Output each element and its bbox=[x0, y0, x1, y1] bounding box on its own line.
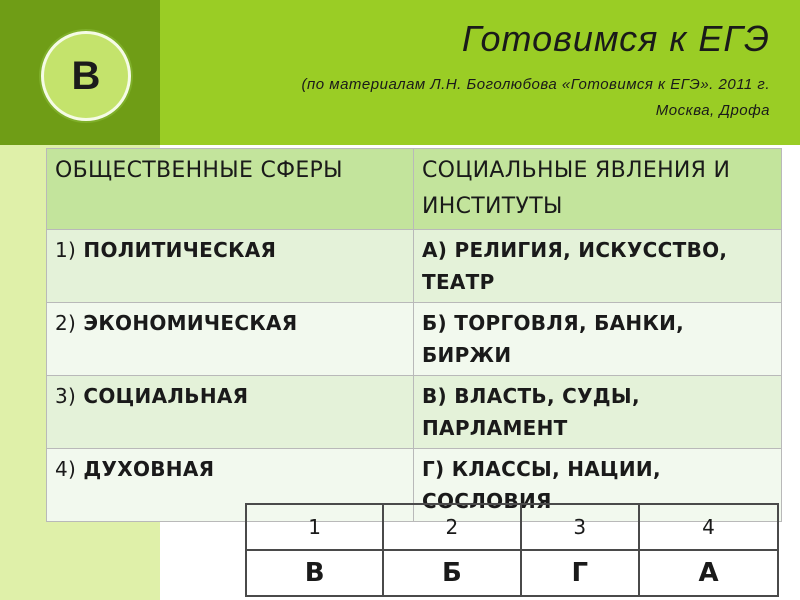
answer-table bbox=[245, 503, 779, 597]
header-cell-spheres: ОБЩЕСТВЕННЫЕ СФЕРЫ bbox=[47, 149, 414, 230]
phenomenon-cell: А) РЕЛИГИЯ, ИСКУССТВО, ТЕАТР bbox=[414, 230, 782, 303]
table-row bbox=[47, 376, 782, 449]
answer-letter: А bbox=[639, 550, 778, 596]
slide-subtitle bbox=[250, 72, 770, 124]
answer-letter: Г bbox=[521, 550, 640, 596]
row-number: 4) bbox=[55, 457, 77, 481]
answer-number: 3 bbox=[521, 504, 640, 550]
sphere-label: СОЦИАЛЬНАЯ bbox=[83, 384, 249, 408]
row-number: 3) bbox=[55, 384, 77, 408]
answer-number: 1 bbox=[246, 504, 383, 550]
subtitle-line-2: Москва, Дрофа bbox=[655, 102, 770, 119]
answer-number: 4 bbox=[639, 504, 778, 550]
answer-numbers-row bbox=[246, 504, 778, 550]
answer-letter: Б bbox=[383, 550, 520, 596]
letter-badge bbox=[41, 31, 131, 121]
row-number: 1) bbox=[55, 238, 77, 262]
table-row bbox=[47, 230, 782, 303]
sphere-label: ЭКОНОМИЧЕСКАЯ bbox=[83, 311, 298, 335]
sphere-cell bbox=[47, 376, 414, 449]
phenomenon-cell: В) ВЛАСТЬ, СУДЫ, ПАРЛАМЕНТ bbox=[414, 376, 782, 449]
answer-letters-row bbox=[246, 550, 778, 596]
sphere-label: ПОЛИТИЧЕСКАЯ bbox=[83, 238, 277, 262]
answer-number: 2 bbox=[383, 504, 520, 550]
subtitle-line-1: (по материалам Л.Н. Боголюбова «Готовимся к ЕГЭ». 2011 г. bbox=[301, 76, 770, 93]
sphere-cell bbox=[47, 303, 414, 376]
row-number: 2) bbox=[55, 311, 77, 335]
header-cell-phenomena: СОЦИАЛЬНЫЕ ЯВЛЕНИЯ И ИНСТИТУТЫ bbox=[414, 149, 782, 230]
slide-title: Готовимся к ЕГЭ bbox=[461, 18, 770, 59]
matching-table bbox=[46, 148, 782, 522]
answer-letter: В bbox=[246, 550, 383, 596]
table-row bbox=[47, 303, 782, 376]
phenomenon-cell: Г) КЛАССЫ, НАЦИИ, СОСЛОВИЯ bbox=[414, 449, 782, 522]
phenomenon-cell: Б) ТОРГОВЛЯ, БАНКИ, БИРЖИ bbox=[414, 303, 782, 376]
sphere-cell bbox=[47, 230, 414, 303]
badge-letter: В bbox=[71, 53, 101, 98]
sphere-label: ДУХОВНАЯ bbox=[83, 457, 215, 481]
table-header-row bbox=[47, 149, 782, 230]
